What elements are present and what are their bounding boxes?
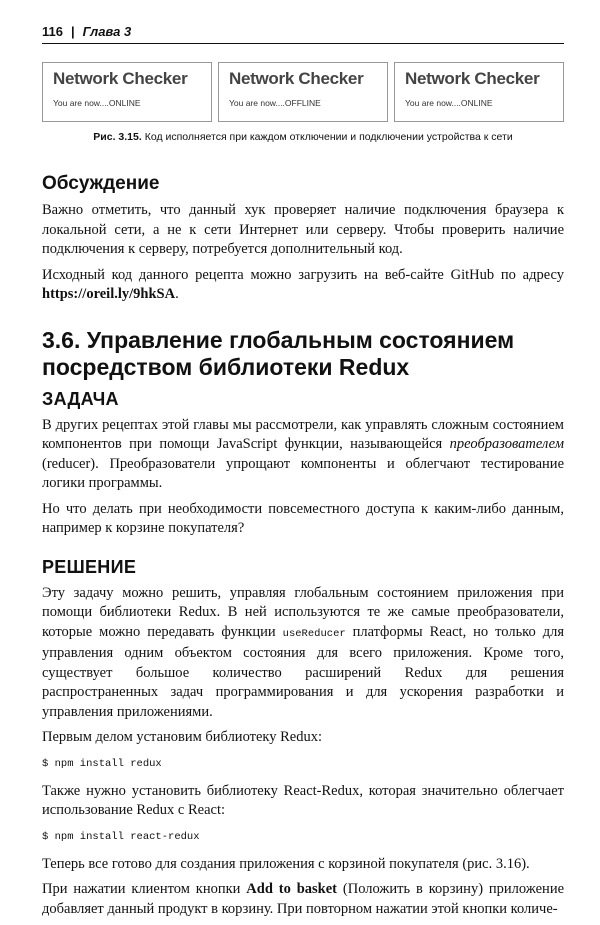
panel-status: You are now....ONLINE bbox=[405, 98, 493, 108]
discussion-paragraph-1: Важно отметить, что данный хук проверяет наличие подключения браузера к локальной сети, а не к сети Интернет или серверу. Чтобы проверить наличие подключения к серверу, потребуется дополнительный код. bbox=[42, 202, 564, 257]
network-checker-panel-offline bbox=[218, 62, 388, 122]
code-install-redux: $ npm install redux bbox=[42, 757, 162, 770]
figure-caption bbox=[42, 131, 564, 143]
solution-text-b: платформы React, но только для управления одним объектом состояния для всего приложения. Кроме того, существует большое количество расширений Redux для решения распространенных задач программирования и для ускорения разработки и управления приложениями. bbox=[42, 623, 564, 720]
discussion-paragraph-2 bbox=[42, 266, 564, 305]
problem-paragraph-1 bbox=[42, 416, 564, 494]
panel-title: Network Checker bbox=[405, 69, 540, 88]
caption-text: Код исполняется при каждом отключении и подключении устройства к сети bbox=[144, 131, 513, 143]
problem-paragraph-2: Но что делать при необходимости повсеместного доступа к каким-либо данным, например к корзине покупателя? bbox=[42, 500, 564, 536]
solution-paragraph-2: Первым делом установим библиотеку Redux: bbox=[42, 729, 323, 745]
solution-paragraph-4: Теперь все готово для создания приложения с корзиной покупателя (рис. 3.16). bbox=[42, 855, 530, 872]
source-text: Исходный код данного рецепта можно загрузить на веб-сайте GitHub по адресу bbox=[42, 266, 564, 283]
panel-title: Network Checker bbox=[229, 69, 364, 88]
figure-network-checker bbox=[42, 62, 564, 122]
discussion-heading: Обсуждение bbox=[42, 173, 160, 194]
page-number: 116 bbox=[42, 23, 63, 39]
panel-title: Network Checker bbox=[53, 69, 188, 88]
head-separator: | bbox=[70, 23, 75, 39]
solution-paragraph-3: Также нужно установить библиотеку React-Redux, которая значительно облегчает использование Redux с React: bbox=[42, 782, 564, 818]
panel-status: You are now....OFFLINE bbox=[229, 98, 321, 108]
problem-text-b: (reducer). Преобразователи упрощают компоненты и облегчают тестирование логики программы. bbox=[42, 455, 564, 491]
caption-label: Рис. 3.15. bbox=[93, 131, 142, 143]
solution-paragraph-1 bbox=[42, 584, 564, 723]
network-checker-panel-online-again bbox=[394, 62, 564, 122]
inline-code-usereducer: useReducer bbox=[282, 627, 346, 640]
solution-text-a: Эту задачу можно решить, управляя глобальным состоянием приложения при помощи библиотеки Redux. В ней используются те же самые преобразователи, которые можно передавать функции bbox=[42, 584, 564, 640]
chapter-title: Глава 3 bbox=[82, 23, 132, 39]
solution-p5-text-c: (Положить в корзину) приложение добавляет данный продукт в корзину. При повторном нажатии этой кнопки количе- bbox=[42, 881, 565, 917]
book-page bbox=[42, 22, 564, 925]
solution-paragraph-5 bbox=[42, 880, 564, 919]
source-end: . bbox=[175, 286, 179, 302]
source-link[interactable]: https://oreil.ly/9hkSA bbox=[42, 286, 176, 302]
problem-heading: ЗАДАЧА bbox=[42, 388, 119, 409]
problem-text-a: В других рецептах этой главы мы рассмотрели, как управлять сложным состоянием компонентов при помощи JavaScript функции, называющейся bbox=[42, 416, 564, 452]
code-install-react-redux: $ npm install react-redux bbox=[42, 830, 200, 843]
solution-heading: РЕШЕНИЕ bbox=[42, 556, 137, 577]
section-heading: 3.6. Управление глобальным состоянием посредством библиотеки Redux bbox=[42, 326, 515, 380]
panel-status: You are now....ONLINE bbox=[53, 98, 141, 108]
network-checker-panel-online bbox=[42, 62, 212, 122]
problem-term: преобразователем bbox=[449, 436, 564, 452]
solution-p5-text-a: При нажатии клиентом кнопки bbox=[42, 881, 247, 897]
running-head bbox=[42, 22, 564, 44]
add-to-basket-term: Add to basket bbox=[246, 881, 338, 897]
